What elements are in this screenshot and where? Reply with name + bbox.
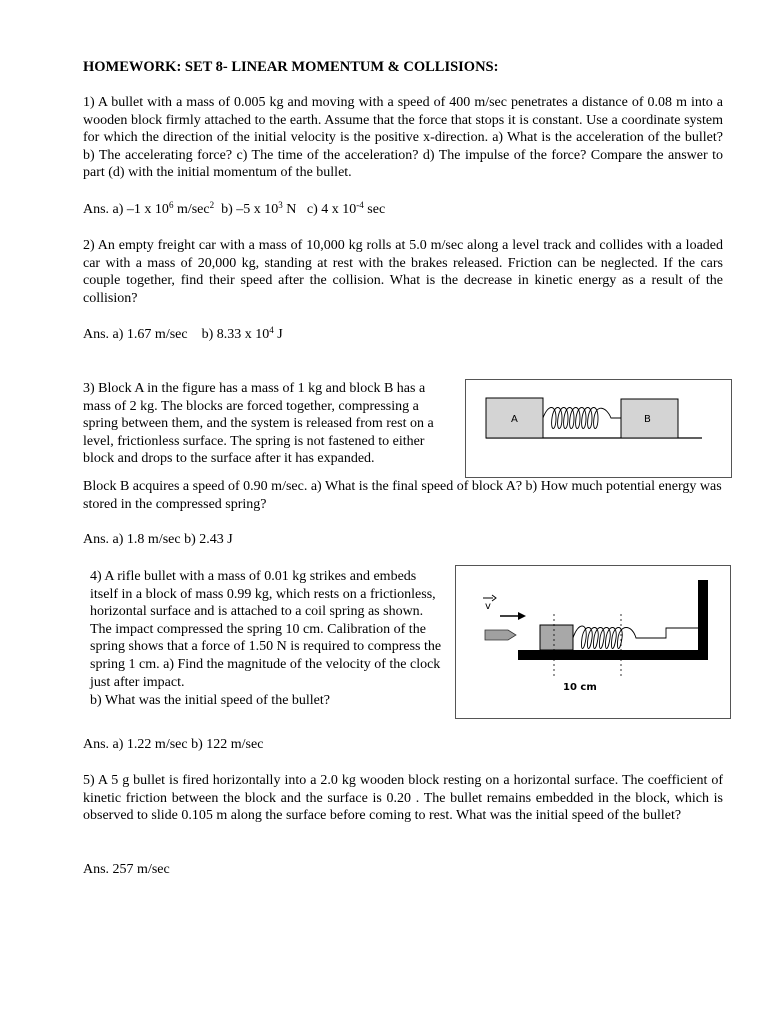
problem-2-text: 2) An empty freight car with a mass of 10,000 kg rolls at 5.0 m/sec along a level track and collides with a loaded car with a mass of 20,000 kg, standing at rest with the brakes released. Friction can be neglected. If the cars couple together, find their speed after the collision. What is the decrease in kinetic energy as a result of the collision? [83, 238, 723, 306]
wall [698, 580, 708, 660]
problem-5-answer: Ans. 257 m/sec [83, 862, 170, 877]
velocity-label: v [485, 601, 491, 612]
track-base [518, 650, 708, 660]
figure-spring-blocks [465, 379, 732, 478]
spring-coil [543, 408, 621, 429]
problem-3-text: 3) Block A in the figure has a mass of 1 kg and block B has a mass of 2 kg. The blocks are forced together, compressing a spring between them, and the system is released from rest on a level, frictionless surface. The spring is not fastened to either block and drops to the surface after it has expanded. [83, 381, 434, 467]
problem-1-answer: Ans. a) –1 x $10^6$ $m/\sec^2$ b) –5 x $10^3$ N c) 4 x $10^{-4}$ sec [83, 200, 386, 217]
problem-2-answer: Ans. a) 1.67 m/sec b) 8.33 x $10^4$ J [83, 325, 283, 342]
figure-bullet-spring [455, 565, 731, 719]
figure-spring-blocks-drawing [466, 380, 731, 477]
coil-spring [573, 626, 698, 649]
problem-4-text: 4) A rifle bullet with a mass of 0.01 kg strikes and embeds itself in a block of mass 0.99 kg, which rests on a frictionless, horizontal surface and is attached to a coil spring as shown. The impact compressed the spring 10 cm. Calibration of the spring shows that a force of 1.50 N is required to compress the spring 1 cm. a) Find the magnitude of the velocity of the clock just after impact. [90, 569, 442, 690]
problem-4-text-part-b: b) What was the initial speed of the bullet? [90, 693, 331, 708]
bullet [485, 630, 516, 640]
block-a-label: A [511, 414, 518, 425]
figure-bullet-spring-drawing [456, 566, 730, 718]
problem-4-answer: Ans. a) 1.22 m/sec b) 122 m/sec [83, 737, 264, 752]
problem-3-answer: Ans. a) 1.8 m/sec b) 2.43 J [83, 532, 233, 547]
target-block [540, 625, 573, 650]
problem-1-text: 1) A bullet with a mass of 0.005 kg and moving with a speed of 400 m/sec penetrates a distance of 0.08 m into a wooden block firmly attached to the earth. Assume that the force that stops it is constant. Use a coordinate system for which the direction of the initial velocity is the positive x-direction. a) What is the acceleration of the bullet? b) The accelerating force? c) The time of the acceleration? d) The impulse of the force? Compare the answer to part (d) with the initial momentum of the bullet. [83, 95, 723, 181]
distance-label: 10 cm [563, 682, 597, 693]
page-title: HOMEWORK: SET 8- LINEAR MOMENTUM & COLLISIONS: [83, 59, 499, 75]
problem-3-text-continued: Block B acquires a speed of 0.90 m/sec. a) What is the final speed of block A? b) How much potential energy was stored in the compressed spring? [83, 479, 722, 512]
block-b-label: B [644, 414, 651, 425]
motion-arrow-head [518, 612, 526, 620]
problem-5-text: 5) A 5 g bullet is fired horizontally into a 2.0 kg wooden block resting on a horizontal surface. The coefficient of kinetic friction between the block and the surface is 0.20 . The bullet remains embedded in the block, which is observed to slide 0.105 m along the surface before coming to rest. What was the initial speed of the bullet? [83, 773, 723, 824]
